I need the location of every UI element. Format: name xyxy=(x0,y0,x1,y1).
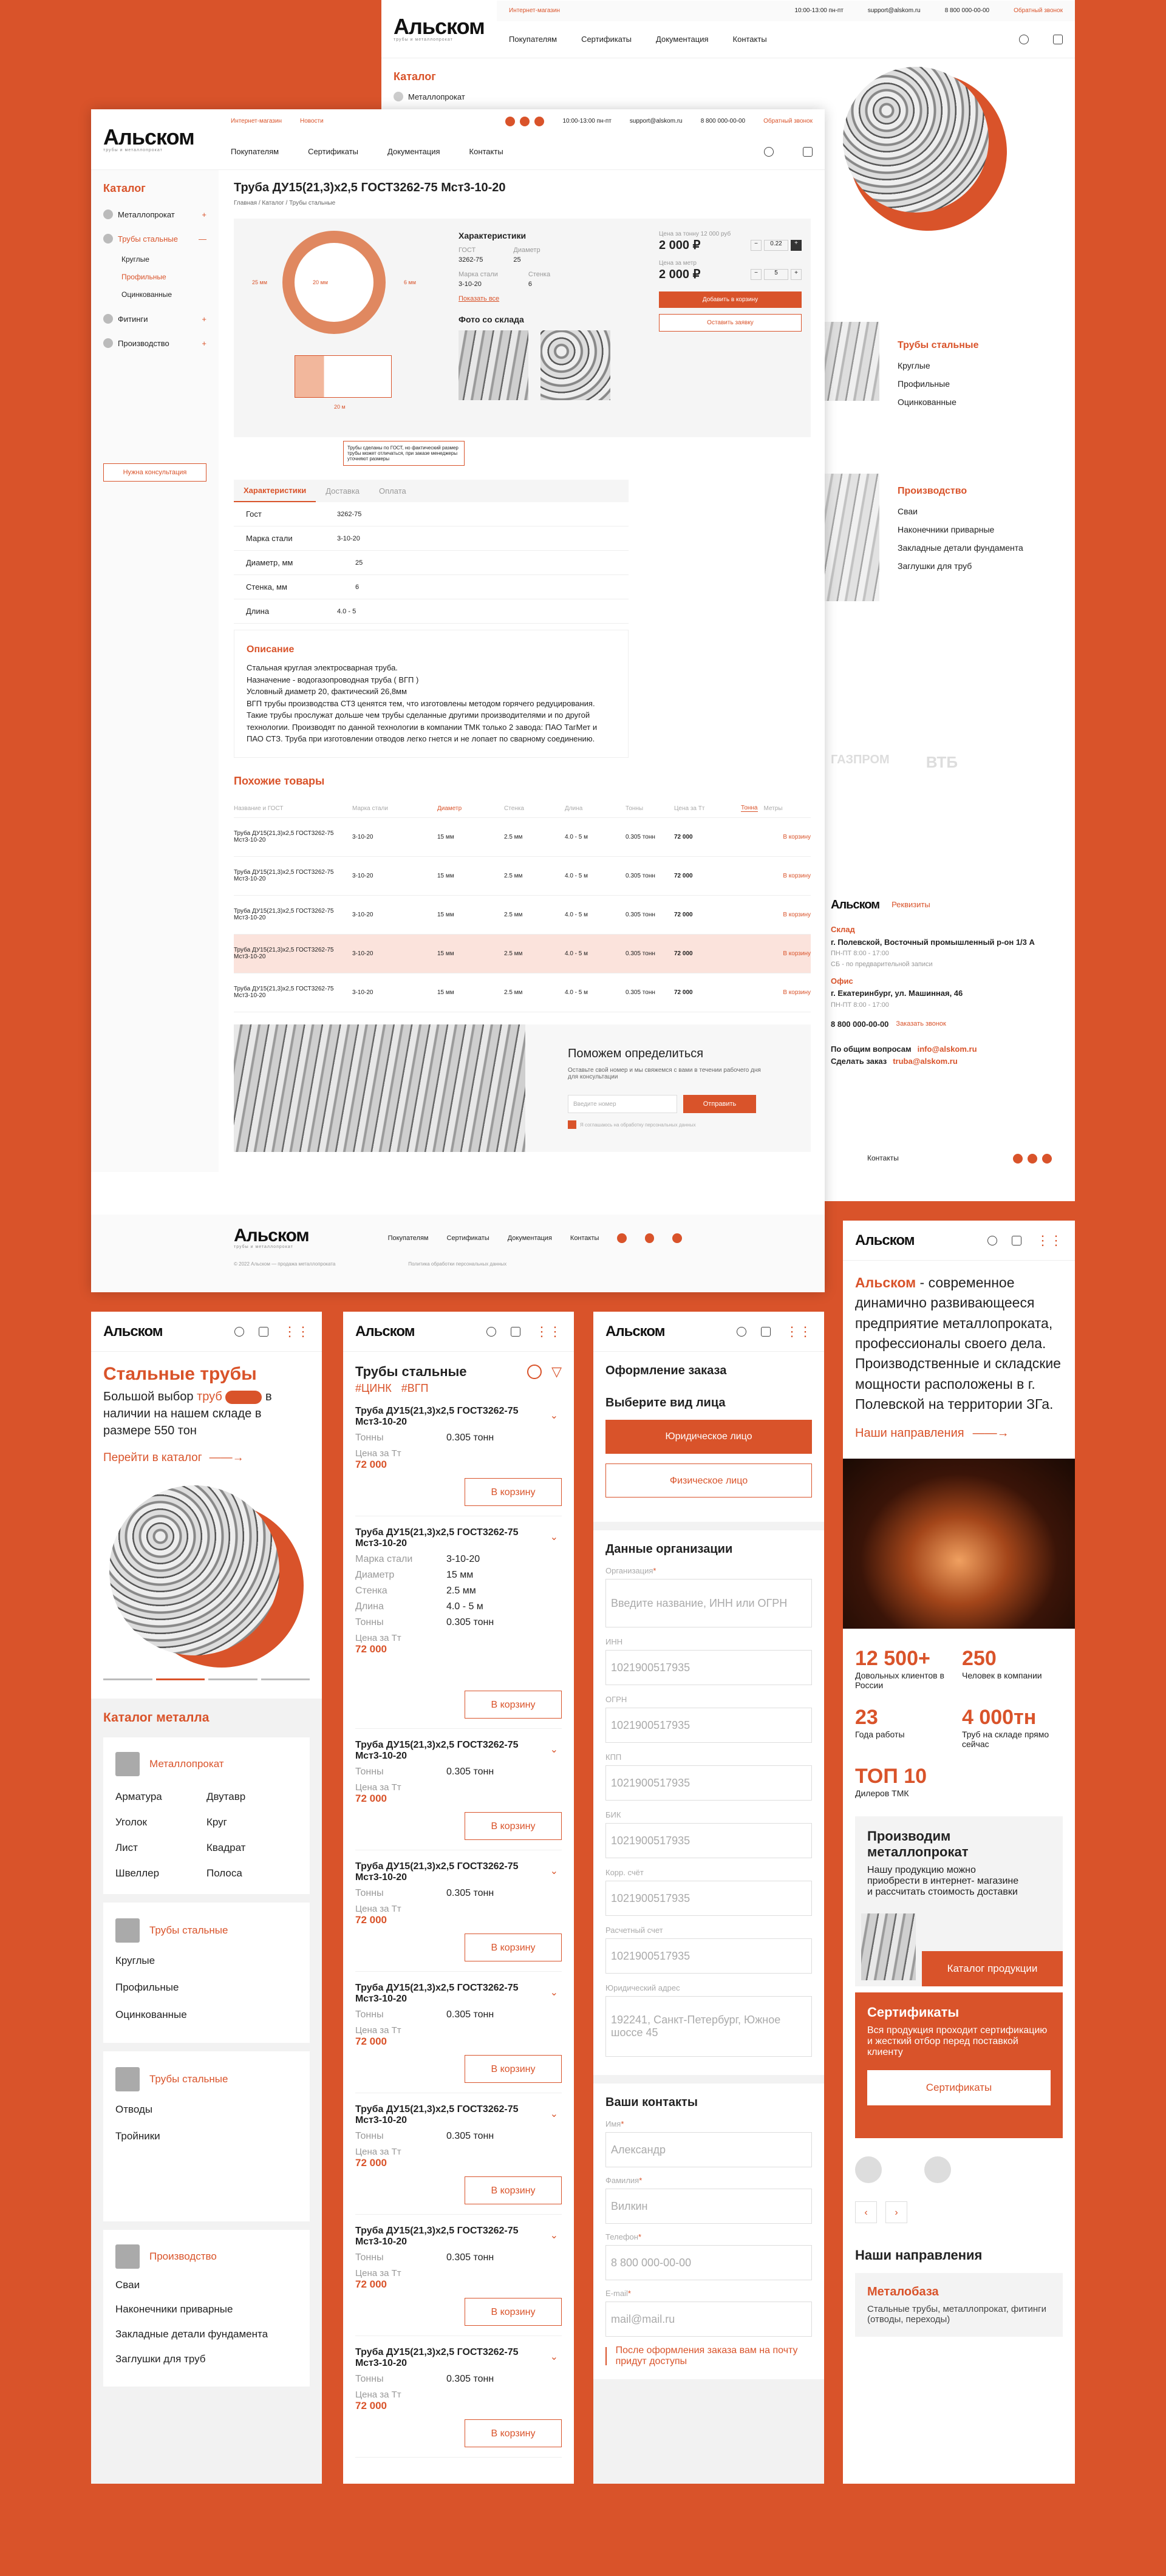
chevron-down-icon[interactable]: ⌄ xyxy=(550,1745,558,1755)
add-cart-link[interactable]: В корзину xyxy=(783,911,811,918)
vtb-logo: ВТБ xyxy=(926,753,958,771)
similar-row[interactable]: Труба ДУ15(21,3)x2,5 ГОСТ3262-75 Мст3-10-20 3-10-20 15 мм 2.5 мм 4.0 - 5 м 0.305 тонн 72 000 В корзину xyxy=(234,896,811,935)
group-item[interactable]: Двутавр xyxy=(206,1791,246,1802)
tab-delivery[interactable]: Доставка xyxy=(326,486,360,496)
catalog-heading: Каталог металла xyxy=(103,1711,210,1725)
pipes-side-image xyxy=(825,322,879,401)
office-hours: ПН-ПТ 8:00 - 17:00 xyxy=(831,1001,889,1009)
dir-pipes-title[interactable]: Трубы стальные xyxy=(898,340,979,350)
minus-button[interactable]: − xyxy=(751,240,762,251)
number-input[interactable]: 1021900517935 xyxy=(605,1938,812,1974)
group-item[interactable]: Арматура xyxy=(115,1791,162,1802)
social-icon[interactable] xyxy=(645,1233,655,1243)
contacts-title: Ваши контакты xyxy=(605,2096,698,2109)
sub-round[interactable]: Круглые xyxy=(121,255,149,264)
help-text: Оставьте свой номер и мы свяжемся с вами в течении рабочего дня для консультации xyxy=(568,1067,761,1080)
similar-title: Похожие товары xyxy=(234,774,325,787)
field-label: Расчетный счет xyxy=(605,1926,663,1935)
chevron-down-icon[interactable]: ⌄ xyxy=(550,2230,558,2241)
copper-image xyxy=(843,1459,1075,1629)
footer-contacts[interactable]: Контакты xyxy=(867,1154,899,1162)
cart-icon[interactable] xyxy=(511,1327,520,1337)
legal-entity-button[interactable]: Юридическое лицо xyxy=(605,1420,812,1454)
footer-nav[interactable]: Покупателям xyxy=(387,1234,429,1242)
dim-w: 6 мм xyxy=(404,279,416,285)
tag-vgp[interactable]: #ВГП xyxy=(401,1382,429,1394)
menu-icon[interactable]: ⋮⋮ xyxy=(283,1323,310,1339)
social-icon[interactable] xyxy=(617,1233,627,1243)
hero-image xyxy=(109,1485,279,1655)
user-icon[interactable] xyxy=(987,1236,997,1245)
breadcrumb[interactable]: Главная / Каталог / Трубы стальные xyxy=(234,200,336,206)
tab-payment[interactable]: Оплата xyxy=(379,486,406,496)
cart-button[interactable]: В корзину xyxy=(465,2176,562,2204)
pipe-side xyxy=(295,355,392,398)
info-email[interactable]: info@alskom.ru xyxy=(917,1044,977,1054)
top-hours: 10:00-13:00 пн-пт xyxy=(794,7,844,14)
catalog-button[interactable]: Каталог продукции xyxy=(922,1951,1063,1986)
produce-image xyxy=(861,1913,916,1980)
metalbase-text: Стальные трубы, металлопрокат, фитинги (отводы, переходы) xyxy=(867,2304,1047,2325)
similar-row[interactable]: Труба ДУ15(21,3)x2,5 ГОСТ3262-75 Мст3-10-20 3-10-20 15 мм 2.5 мм 4.0 - 5 м 0.305 тонн 72 000 В корзину xyxy=(234,973,811,1012)
list-item[interactable]: Труба ДУ15(21,3)x2,5 ГОСТ3262-75 Мст3-10-20 ⌄ Тонны 0.305 тонн Цена за Тт 72 000 В корзину xyxy=(355,1850,562,1972)
rosatom-logo xyxy=(855,2156,882,2183)
cart-button[interactable]: В корзину xyxy=(465,2055,562,2083)
group-item[interactable]: Сваи xyxy=(115,2278,140,2291)
slider-dots[interactable] xyxy=(103,1678,310,1680)
next-arrow[interactable]: › xyxy=(885,2201,907,2223)
pipe-icon xyxy=(103,234,113,244)
group-item[interactable]: Заглушки для труб xyxy=(115,2353,206,2365)
search-icon[interactable] xyxy=(527,1365,542,1379)
cert-title: Сертификаты xyxy=(867,2005,960,2020)
expand-icon[interactable]: + xyxy=(202,338,206,348)
production-image xyxy=(825,474,879,601)
production-icon xyxy=(115,2244,140,2269)
nav-contacts[interactable]: Контакты xyxy=(732,35,767,44)
metalbase-title[interactable]: Металобаза xyxy=(867,2285,939,2299)
nav-buyers[interactable]: Покупателям xyxy=(231,147,279,156)
tab-specs[interactable]: Характеристики xyxy=(234,480,316,502)
produce-title: Производим металлопрокат xyxy=(867,1828,969,1860)
number-input[interactable]: 1021900517935 xyxy=(605,1650,812,1685)
list-item[interactable]: Труба ДУ15(21,3)x2,5 ГОСТ3262-75 Мст3-10-20 ⌄ Тонны 0.305 тонн Цена за Тт 72 000 В корзину xyxy=(355,1395,562,1516)
top-shop-link[interactable]: Интернет-магазин xyxy=(509,7,560,14)
fitting-icon xyxy=(103,314,113,324)
footer-nav[interactable]: Документация xyxy=(507,1234,552,1242)
nav-certs[interactable]: Сертификаты xyxy=(581,35,632,44)
order-call[interactable]: Заказать звонок xyxy=(896,1020,946,1028)
consult-button[interactable]: Нужна консультация xyxy=(103,463,206,482)
add-cart-link[interactable]: В корзину xyxy=(783,872,811,879)
dim-d: 20 мм xyxy=(313,279,328,285)
sub-galvanized[interactable]: Оцинкованные xyxy=(121,290,172,299)
person-type-title: Выберите вид лица xyxy=(605,1396,726,1409)
list-item[interactable]: Труба ДУ15(21,3)x2,5 ГОСТ3262-75 Мст3-10-20 ⌄ Тонны 0.305 тонн Цена за Тт 72 000 В корзину xyxy=(355,2215,562,2336)
dir-item[interactable]: Закладные детали фундамента xyxy=(898,543,1023,553)
cart-button[interactable]: В корзину xyxy=(465,1812,562,1840)
field-label: ИНН xyxy=(605,1637,623,1646)
top-shop-link[interactable]: Интернет-магазин xyxy=(231,118,282,124)
arrow-right-icon[interactable]: ——→ xyxy=(209,1451,244,1464)
group-item[interactable]: Швеллер xyxy=(115,1867,160,1879)
cart-icon[interactable] xyxy=(803,147,813,157)
bullet-icon xyxy=(605,2347,610,2365)
email-note: После оформления заказа вам на почту придут доступы xyxy=(615,2345,798,2366)
list-item[interactable]: Труба ДУ15(21,3)x2,5 ГОСТ3262-75 Мст3-10-20 ⌄ Тонны 0.305 тонн Цена за Тт 72 000 В корзину xyxy=(355,1972,562,2093)
sub-profile[interactable]: Профильные xyxy=(121,272,166,281)
pipes-icon xyxy=(115,1918,140,1943)
social-icon[interactable] xyxy=(1042,1154,1052,1164)
plus-button[interactable]: + xyxy=(791,269,802,280)
group-item[interactable]: Тройники xyxy=(115,2130,160,2142)
dir-item[interactable]: Оцинкованные xyxy=(898,397,956,407)
description-text: Стальная круглая электросварная труба. Назначение - водогазопроводная труба ( ВГП ) Условный диаметр 20, фактический 26,8мм ВГП трубы производства СТ3 ценятся тем, что изготовлены методом горячего редуцирования. Такие трубы прослужат дольше чем трубы сделанные другими производителями и по другой технологии. Производят по данной технологии в компании ТМК только 2 завода: ПАО ТагМет и ПАО СТЗ. Труба при изготовлении отводов легко гнется и не лопает по сварному соединению. xyxy=(247,663,598,743)
number-input[interactable]: 1021900517935 xyxy=(605,1881,812,1916)
office-address: г. Екатеринбург, ул. Машинная, 46 xyxy=(831,989,963,998)
top-callback[interactable]: Обратный звонок xyxy=(1014,7,1063,14)
order-q: Сделать заказ xyxy=(831,1057,887,1066)
expand-icon[interactable]: + xyxy=(202,210,206,219)
chevron-down-icon[interactable]: ⌄ xyxy=(550,1532,558,1542)
char-title: Характеристики xyxy=(459,231,527,240)
price-per-meter: 2 000 ₽ xyxy=(659,268,701,281)
price-per-ton: 2 000 ₽ xyxy=(659,239,701,252)
surname-input[interactable]: Вилкин xyxy=(605,2189,812,2224)
gazprom-logo: ГАЗПРОМ xyxy=(831,753,890,766)
number-input[interactable]: 1021900517935 xyxy=(605,1765,812,1801)
produce-text: Нашу продукцию можно приобрести в интернет- магазине и рассчитать стоимость доставки xyxy=(867,1865,1019,1898)
add-cart-link[interactable]: В корзину xyxy=(783,950,811,957)
dir-production-title[interactable]: Производство xyxy=(898,486,967,496)
agree-label: Я соглашаюсь на обработку персональных данных xyxy=(580,1122,696,1128)
elbow-icon xyxy=(115,2067,140,2091)
social-icon[interactable] xyxy=(672,1233,682,1243)
expand-icon[interactable]: + xyxy=(202,314,206,324)
cart-button[interactable]: В корзину xyxy=(465,1934,562,1961)
qty-input[interactable]: 0.22 xyxy=(764,240,788,251)
add-cart-link[interactable]: В корзину xyxy=(783,833,811,840)
cart-icon[interactable] xyxy=(259,1327,268,1337)
field-label: Корр. счёт xyxy=(605,1868,644,1877)
top-callback[interactable]: Обратный звонок xyxy=(763,118,813,124)
whatsapp-icon[interactable] xyxy=(505,117,515,126)
copyright: © 2022 Альском — продажа металлопроката xyxy=(234,1261,336,1267)
chevron-down-icon[interactable]: ⌄ xyxy=(550,1866,558,1876)
description-title: Описание xyxy=(247,644,295,655)
store-title: Склад xyxy=(831,924,855,934)
cert-button[interactable]: Сертификаты xyxy=(867,2070,1051,2105)
dir-item[interactable]: Круглые xyxy=(898,361,930,370)
nav-contacts[interactable]: Контакты xyxy=(469,147,503,156)
address-input[interactable]: 192241, Санкт-Петербург, Южное шоссе 45 xyxy=(605,1996,812,2057)
menu-icon[interactable]: ⋮⋮ xyxy=(1036,1232,1063,1248)
group-item[interactable]: Полоса xyxy=(206,1867,242,1879)
store-hours2: СБ - по предварительной записи xyxy=(831,960,933,968)
help-title: Поможем определиться xyxy=(568,1047,704,1060)
sidebar xyxy=(91,170,219,1172)
dir-item[interactable]: Сваи xyxy=(898,506,918,516)
nav-docs[interactable]: Документация xyxy=(656,35,709,44)
cert-text: Вся продукция проходит сертификацию и жесткий отбор перед поставкой клиенту xyxy=(867,2025,1048,2058)
tubes-image xyxy=(843,67,989,213)
group-item[interactable]: Лист xyxy=(115,1842,138,1853)
agree-checkbox[interactable] xyxy=(568,1120,576,1129)
mobile-list: Альском ⋮⋮ Трубы стальные ▽ #ЦИНК #ВГП Труба ДУ15(21,3)x2,5 ГОСТ3262-75 Мст3-10-20 ⌄ Тонны 0.305 тонн Цена за Тт 72 000 В корзину Труба ДУ15(21,3)x2,5 ГОСТ3262-75 Мст3-10-20 ⌄ Марка стали 3-10-20 Диаметр 15 мм Стенка 2.5 мм Длина 4.0 - 5 м Тонны 0.305 тонн Цена за Тт 72 000 В корзину Труба ДУ15(21,3)x2,5 ГОСТ3262-75 Мст3-10-20 ⌄ Тонны 0.305 тонн Цена за Тт 72 000 В корзину Труба ДУ15(21,3)x2,5 ГОСТ3262-75 Мст3-10-20 ⌄ Тонны 0.305 тонн Цена за Тт 72 000 В корзину Труба ДУ15(21,3)x2,5 ГОСТ3262-75 Мст3-10-20 ⌄ Тонны 0.305 тонн Цена за Тт 72 000 В корзину Труба ДУ15(21,3)x2,5 ГОСТ3262-75 Мст3-10-20 ⌄ Тонны 0.305 тонн Цена за Тт 72 000 В корзину Труба ДУ15(21,3)x2,5 ГОСТ3262-75 Мст3-10-20 ⌄ Тонны 0.305 тонн Цена за Тт 72 000 В корзину Труба ДУ15(21,3)x2,5 ГОСТ3262-75 Мст3-10-20 ⌄ Тонны 0.305 тонн Цена за Тт 72 000 В корзину xyxy=(343,1312,574,2484)
directions-link[interactable]: Наши направления xyxy=(855,1426,964,1440)
policy-link[interactable]: Политика обработки персональных данных xyxy=(408,1261,507,1267)
dim-l: 20 м xyxy=(334,404,346,410)
group-title[interactable]: Производство xyxy=(149,2250,217,2262)
add-cart-link[interactable]: В корзину xyxy=(783,989,811,996)
chevron-down-icon[interactable]: ⌄ xyxy=(550,1988,558,1998)
telegram-icon[interactable] xyxy=(520,117,530,126)
sidebar-item-production[interactable]: Производство xyxy=(118,338,169,348)
nav-certs[interactable]: Сертификаты xyxy=(308,147,359,156)
leave-request-button[interactable]: Оставить заявку xyxy=(659,314,802,332)
directions-title: Наши направления xyxy=(855,2247,983,2263)
menu-icon[interactable]: ⋮⋮ xyxy=(785,1323,812,1339)
list-item[interactable]: Труба ДУ15(21,3)x2,5 ГОСТ3262-75 Мст3-10-20 ⌄ Тонны 0.305 тонн Цена за Тт 72 000 В корзину xyxy=(355,2336,562,2458)
back-catalog-title: Каталог xyxy=(394,70,436,83)
group-item[interactable]: Наконечники приварные xyxy=(115,2303,233,2315)
group-item[interactable]: Квадрат xyxy=(206,1842,246,1853)
metal-icon xyxy=(103,210,113,219)
catalog-title: Каталог xyxy=(103,182,146,194)
menu-icon[interactable]: ⋮⋮ xyxy=(535,1323,562,1339)
footer-phone[interactable]: 8 800 000-00-00 xyxy=(831,1019,889,1029)
requisites-link[interactable]: Реквизиты xyxy=(892,900,930,909)
pipe-ring xyxy=(282,231,386,334)
dir-item[interactable]: Профильные xyxy=(898,379,950,389)
group-item[interactable]: Круглые xyxy=(115,1955,155,1967)
checkout-title: Оформление заказа xyxy=(605,1364,727,1377)
specs-table: Гост 3262-75 Марка стали 3-10-20 Диаметр, мм 25 Стенка, мм 6 Длина 4.0 - 5 xyxy=(234,502,629,624)
office-title: Офис xyxy=(831,976,853,986)
org-input[interactable]: Введите название, ИНН или ОГРН xyxy=(605,1579,812,1627)
list-title: Трубы стальные xyxy=(355,1364,467,1379)
name-input[interactable]: Александр xyxy=(605,2132,812,2167)
field-label: ОГРН xyxy=(605,1695,627,1704)
store-hours: ПН-ПТ 8:00 - 17:00 xyxy=(831,950,889,958)
toggle[interactable] xyxy=(225,1391,262,1404)
desktop-page-back: Альском трубы и металлопрокат Интернет-магазин 10:00-13:00 пн-пт support@alskom.ru 8 800 000-00-00 Обратный звонок Покупателям Сертификаты Документация Контакты Каталог Металлопрокат Трубы стальные Круглые Профильные Оцинкованные Производство Сваи Наконечники приварные Закладные детали фундамента Заглушки для труб ГАЗПРОМ ВТБ Альском Реквизиты Склад г. Полевской, Восточный промышленный р-он 1/3 А ПН-ПТ 8:00 - 17:00 СБ - по предварительной записи Офис г. Екатеринбург, ул. Машинная, 46 ПН-ПТ 8:00 - 17:00 8 800 000-00-00 Заказать звонок По общим вопросам info@alskom.ru Сделать заказ truba@alskom.ru Контакты xyxy=(381,0,1075,1201)
similar-row[interactable]: Труба ДУ15(21,3)x2,5 ГОСТ3262-75 Мст3-10-20 3-10-20 15 мм 2.5 мм 4.0 - 5 м 0.305 тонн 72 000 В корзину xyxy=(234,935,811,973)
show-all-link[interactable]: Показать все xyxy=(459,295,500,302)
warehouse-photo[interactable] xyxy=(459,330,528,400)
footer-nav[interactable]: Контакты xyxy=(570,1234,599,1242)
logo[interactable]: Альском трубы и металлопрокат xyxy=(103,124,194,152)
phone-input[interactable]: 8 800 000-00-00 xyxy=(605,2245,812,2280)
nav-buyers[interactable]: Покупателям xyxy=(509,35,557,44)
gazprom-logo xyxy=(924,2156,951,2183)
help-image xyxy=(234,1024,525,1152)
cart-button[interactable]: В корзину xyxy=(465,2419,562,2447)
plus-button[interactable]: + xyxy=(791,240,802,251)
group-title[interactable]: Трубы стальные xyxy=(149,1924,228,1936)
group-item[interactable]: Уголок xyxy=(115,1816,147,1828)
user-icon[interactable] xyxy=(486,1327,496,1337)
mobile-about: Альском ⋮⋮ Альском - современное динамично развивающееся предприятие металлопроката, профессионалы своего дела. Производственные и складские мощности расположены в г. Полевской на территории ЗГа. Наши направления ——→ 12 500+ Довольных клиентов в России 250 Человек в компании 23 Года работы 4 000тн Труб на складе прямо сейчас ТОП 10 Дилеров ТМК Производим металлопрокат Нашу продукцию можно приобрести в интернет- магазине и рассчитать стоимость доставки Каталог продукции Сертификаты Вся продукция проходит сертификацию и жесткий отбор перед поставкой клиенту Сертификаты ‹ › Наши направления Металобаза Стальные трубы, металлопрокат, фитинги (отводы, переходы) xyxy=(843,1221,1075,2484)
top-phone[interactable]: 8 800 000-00-00 xyxy=(700,118,746,124)
group-item[interactable]: Оцинкованные xyxy=(115,2008,187,2020)
metal-icon xyxy=(115,1752,140,1776)
viber-icon[interactable] xyxy=(534,117,544,126)
photo-title: Фото со склада xyxy=(459,315,524,324)
user-icon[interactable] xyxy=(764,147,774,157)
group-title[interactable]: Металлопрокат xyxy=(149,1758,224,1770)
number-input[interactable]: 1021900517935 xyxy=(605,1708,812,1743)
cart-icon[interactable] xyxy=(1053,35,1063,44)
warehouse-photo[interactable] xyxy=(540,330,610,400)
list-item[interactable]: Труба ДУ15(21,3)x2,5 ГОСТ3262-75 Мст3-10-20 ⌄ Тонны 0.305 тонн Цена за Тт 72 000 В корзину xyxy=(355,2093,562,2215)
size-note: Трубы сделаны по ГОСТ, но фактический размер трубы может отличаться, при заказе менеджеры уточняют размеры xyxy=(343,441,465,466)
store-address: г. Полевской, Восточный промышленный р-он 1/3 А xyxy=(831,937,1035,947)
nav-docs[interactable]: Документация xyxy=(387,147,440,156)
sidebar-item-fittings[interactable]: Фитинги xyxy=(118,314,148,324)
top-email[interactable]: support@alskom.ru xyxy=(867,7,921,14)
arrow-right-icon[interactable]: ——→ xyxy=(972,1426,1009,1440)
group-item[interactable]: Закладные детали фундамента xyxy=(115,2328,268,2340)
dir-item[interactable]: Заглушки для труб xyxy=(898,561,972,571)
intro-text: - современное динамично развивающееся предприятие металлопроката, профессионалы своего дела. Производственные и складские мощности расположены в г. Полевской на территории ЗГа. xyxy=(855,1275,1061,1412)
similar-row[interactable]: Труба ДУ15(21,3)x2,5 ГОСТ3262-75 Мст3-10-20 3-10-20 15 мм 2.5 мм 4.0 - 5 м 0.305 тонн 72 000 В корзину xyxy=(234,857,811,896)
back-cat-item[interactable]: Металлопрокат xyxy=(408,92,465,101)
top-phone[interactable]: 8 800 000-00-00 xyxy=(944,7,990,14)
cart-icon[interactable] xyxy=(1012,1236,1021,1245)
footer-nav[interactable]: Сертификаты xyxy=(446,1234,489,1242)
email-input[interactable]: mail@mail.ru xyxy=(605,2302,812,2337)
tag-zinc[interactable]: #ЦИНК xyxy=(355,1382,392,1394)
production-icon xyxy=(103,338,113,348)
org-title: Данные организации xyxy=(605,1542,733,1556)
phone-input[interactable]: Введите номер xyxy=(568,1095,677,1113)
cart-button[interactable]: В корзину xyxy=(465,1478,562,1506)
product-title: Труба ДУ15(21,3)x2,5 ГОСТ3262-75 Мст3-10-20 xyxy=(234,181,506,194)
top-hours: 10:00-13:00 пн-пт xyxy=(562,118,612,124)
number-input[interactable]: 1021900517935 xyxy=(605,1823,812,1858)
mobile-checkout: Альском ⋮⋮ Оформление заказа Выберите вид лица Юридическое лицо Физическое лицо Данные организации Организация* Введите название, ИНН или ОГРН ИНН 1021900517935 ОГРН 1021900517935 КПП 1021900517935 БИК 1021900517935 Корр. счёт 1021900517935 Расчетный счет 1021900517935 Юридический адрес 192241, Санкт-Петербург, Южное шоссе 45 Ваши контакты Имя* Александр Фамилия* Вилкин Телефон* 8 800 000-00-00 E-mail* mail@mail.ru После оформления заказа вам на почту придут доступы xyxy=(593,1312,824,2484)
social-icon[interactable] xyxy=(1028,1154,1037,1164)
add-to-cart-button[interactable]: Добавить в корзину xyxy=(659,291,802,308)
hero-title: Стальные трубы xyxy=(103,1364,257,1384)
send-button[interactable]: Отправить xyxy=(683,1095,756,1113)
similar-header: Название и ГОСТ Марка стали Диаметр Стенка Длина Тонны Цена за Тт Тонна Метры xyxy=(234,800,811,818)
user-icon[interactable] xyxy=(234,1327,244,1337)
group-item[interactable]: Профильные xyxy=(115,1981,179,1994)
individual-button[interactable]: Физическое лицо xyxy=(605,1463,812,1498)
chevron-down-icon[interactable]: ⌄ xyxy=(550,2352,558,2362)
minus-button[interactable]: − xyxy=(751,269,762,280)
field-label: КПП xyxy=(605,1753,622,1762)
cart-button[interactable]: В корзину xyxy=(465,1691,562,1719)
user-icon[interactable] xyxy=(1019,35,1029,44)
logo[interactable]: Альском трубы и металлопрокат xyxy=(394,14,485,42)
sidebar-item-metal[interactable]: Металлопрокат xyxy=(118,210,175,219)
order-email[interactable]: truba@alskom.ru xyxy=(893,1057,958,1066)
collapse-icon[interactable]: — xyxy=(199,234,206,244)
dir-item[interactable]: Наконечники приварные xyxy=(898,525,995,534)
top-news-link[interactable]: Новости xyxy=(299,118,324,124)
desktop-product-page: Альском трубы и металлопрокат Интернет-магазин Новости 10:00-13:00 пн-пт support@alskom.ru 8 800 000-00-00 Обратный звонок Покупателям Сертификаты Документация Контакты Каталог Металлопрокат + Трубы стальные — Круглые Профильные Оцинкованные Фитинги + Производство + Нужна консультация Труба ДУ15(21,3)x2,5 ГОСТ3262-75 Мст3-10-20 Главная / Каталог / Трубы стальные 20 мм 6 мм 25 мм 20 м Характеристики ГОСТ 3262-75 Диаметр 25 Марка стали 3-10-20 Стенка 6 Показать все Фото со склада Цена за тонну 12 000 руб 2 000 ₽ − 0.22 + Цена за метр 2 000 ₽ − 5 + Добавить в корзину Оставить заявку Трубы сделаны по ГОСТ, но фактический размер трубы может отличаться, при заказе менеджеры уточняют размеры Характеристики Доставка Оплата Гост 3262-75 Марка стали 3-10-20 Диаметр, мм 25 Стенка, мм 6 Длина 4.0 - 5 Описание Стальная круглая электросварная труба. Назначение - водогазопроводная труба ( ВГП ) Условный диаметр 20, фактический 26,8мм ВГП трубы производства СТ3 ценятся тем, что изготовлены методом горячего редуцирования. Такие трубы прослужат дольше чем трубы сделанные другими производителями и по другой технологии. Производят по данной технологии в компании ТМК только 2 завода: ПАО ТагМет и ПАО СТЗ. Труба при изготовлении отводов легко гнется и не лопает по сварному соединению. Похожие товары Название и ГОСТ Марка стали Диаметр Стенка Длина Тонны Цена за Тт Тонна Метры Труба ДУ15(21,3)x2,5 ГОСТ3262-75 Мст3-10-20 3-10-20 15 мм 2.5 мм 4.0 - 5 м 0.305 тонн 72 000 В корзину Труба ДУ15(21,3)x2,5 ГОСТ3262-75 Мст3-10-20 3-10-20 15 мм 2.5 мм 4.0 - 5 м 0.305 тонн 72 000 В корзину Труба ДУ15(21,3)x2,5 ГОСТ3262-75 Мст3-10-20 3-10-20 15 мм 2.5 мм 4.0 - 5 м 0.305 тонн 72 000 В корзину Труба ДУ15(21,3)x2,5 ГОСТ3262-75 Мст3-10-20 3-10-20 15 мм 2.5 мм 4.0 - 5 м 0.305 тонн 72 000 В корзину Труба ДУ15(21,3)x2,5 ГОСТ3262-75 Мст3-10-20 3-10-20 15 мм 2.5 мм 4.0 - 5 м 0.305 тонн 72 000 В корзину Поможем определиться Оставьте свой номер и мы свяжемся с вами в течении рабочего дня для консультации Введите номер Отправить Я соглашаюсь на обработку персональных данных Альском трубы и металлопрокат Покупателям Сертификаты Документация Контакты © 2022 Альском — продажа металлопроката Политика обработки персональных данных xyxy=(91,109,825,1292)
chevron-down-icon[interactable]: ⌄ xyxy=(550,1411,558,1421)
chevron-down-icon[interactable]: ⌄ xyxy=(550,2109,558,2119)
top-email[interactable]: support@alskom.ru xyxy=(629,118,683,124)
prev-arrow[interactable]: ‹ xyxy=(855,2201,877,2223)
sidebar-item-pipes[interactable]: Трубы стальные xyxy=(118,234,178,244)
cart-icon[interactable] xyxy=(761,1327,771,1337)
brand-word: Альском xyxy=(855,1275,916,1290)
cart-button[interactable]: В корзину xyxy=(465,2298,562,2326)
dim-o: 25 мм xyxy=(252,279,267,285)
list-item[interactable]: Труба ДУ15(21,3)x2,5 ГОСТ3262-75 Мст3-10-20 ⌄ Тонны 0.305 тонн Цена за Тт 72 000 В корзину xyxy=(355,1729,562,1850)
group-title[interactable]: Трубы стальные xyxy=(149,2073,228,2085)
group-item[interactable]: Круг xyxy=(206,1816,227,1828)
group-item[interactable]: Отводы xyxy=(115,2103,153,2115)
product-panel: 20 мм 6 мм 25 мм 20 м Характеристики ГОСТ 3262-75 Диаметр 25 Марка стали 3-10-20 Стенка 6 Показать все Фото со склада Цена за тонну 12 000 руб 2 000 ₽ − 0.22 + Цена за метр 2 000 ₽ − 5 + Добавить в корзину Оставить заявку xyxy=(234,219,811,437)
similar-row[interactable]: Труба ДУ15(21,3)x2,5 ГОСТ3262-75 Мст3-10-20 3-10-20 15 мм 2.5 мм 4.0 - 5 м 0.305 тонн 72 000 В корзину xyxy=(234,818,811,857)
social-icon[interactable] xyxy=(1013,1154,1023,1164)
field-label: БИК xyxy=(605,1810,621,1819)
qty-input[interactable]: 5 xyxy=(764,269,788,280)
metal-icon xyxy=(394,92,403,101)
mobile-home: Альском ⋮⋮ Стальные трубы Большой выбор труб в наличии на нашем складе в размере 550 тон Перейти в каталог ——→ Каталог металла Металлопрокат Арматура Двутавр Уголок Круг Лист Квадрат Швеллер Полоса Трубы стальные Круглые Профильные Оцинкованные Трубы стальные Отводы Тройники Производство Сваи Наконечники приварные Закладные детали фундамента Заглушки для труб xyxy=(91,1312,322,2484)
filter-icon[interactable]: ▽ xyxy=(551,1364,562,1379)
go-catalog-link[interactable]: Перейти в каталог xyxy=(103,1451,202,1464)
list-item[interactable]: Труба ДУ15(21,3)x2,5 ГОСТ3262-75 Мст3-10-20 ⌄ Марка стали 3-10-20 Диаметр 15 мм Стенка 2.5 мм Длина 4.0 - 5 м Тонны 0.305 тонн Цена за Тт 72 000 В корзину xyxy=(355,1516,562,1729)
general-q: По общим вопросам xyxy=(831,1044,912,1054)
user-icon[interactable] xyxy=(737,1327,746,1337)
